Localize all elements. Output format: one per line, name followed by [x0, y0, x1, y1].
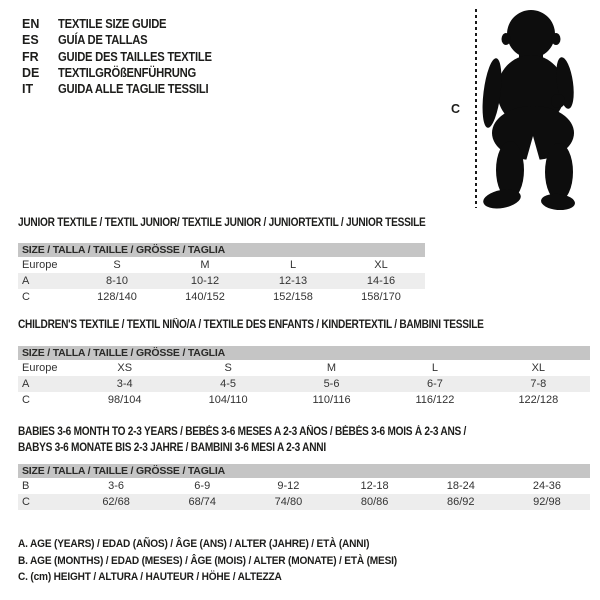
table-cell: 74/80: [274, 496, 303, 508]
babies-size-table: [18, 464, 590, 510]
table-cell: 12-18: [360, 480, 389, 492]
language-row: [22, 49, 229, 65]
size-header-bar: SIZE / TALLA / TAILLE / GRÖSSE / TAGLIA: [18, 346, 590, 360]
table-cell: 152/158: [273, 291, 313, 303]
table-cell: 122/128: [518, 394, 559, 406]
table-cell: S: [113, 259, 121, 271]
babies-section-title: [18, 424, 466, 456]
dimension-label-c: C: [451, 102, 461, 116]
row-label: A: [22, 378, 30, 390]
baby-silhouette: [481, 9, 575, 210]
language-row: [22, 65, 229, 81]
table-cell: 116/122: [415, 394, 455, 406]
language-code: FR: [22, 49, 39, 64]
table-cell: 110/116: [312, 394, 351, 406]
language-code: ES: [22, 33, 39, 48]
table-cell: 158/170: [361, 291, 401, 303]
table-cell: 140/152: [185, 291, 225, 303]
language-row: [22, 32, 229, 48]
guide-title: TEXTILE SIZE GUIDE: [58, 17, 167, 31]
table-cell: 80/86: [360, 496, 389, 508]
row-label: C: [22, 394, 30, 406]
table-cell: 12-13: [278, 275, 308, 287]
footnote-legend: [18, 536, 430, 586]
row-label: Europe: [22, 259, 58, 271]
table-row: [18, 392, 590, 408]
babies-title-line-2: BABYS 3-6 MONATE BIS 2-3 JAHRE / BAMBINI 3-6 MESI A 2-3 ANNI: [18, 442, 326, 454]
language-title-list: [22, 16, 229, 97]
table-cell: M: [326, 362, 337, 374]
table-cell: 18-24: [446, 480, 475, 492]
table-cell: 68/74: [188, 496, 217, 508]
table-cell: 8-10: [105, 275, 129, 287]
footnote-c: C. (cm) HEIGHT / ALTURA / HAUTEUR / HÖHE / ALTEZZA: [18, 571, 282, 583]
children-size-table: [18, 346, 590, 408]
table-cell: XL: [374, 259, 388, 271]
table-cell: M: [200, 259, 210, 271]
table-cell: 62/68: [102, 496, 130, 508]
table-cell: XL: [531, 362, 546, 374]
table-cell: 10-12: [190, 275, 220, 287]
table-row: [18, 289, 425, 305]
table-cell: XS: [117, 362, 133, 374]
table-cell: 3-4: [116, 378, 133, 390]
row-label: B: [22, 480, 30, 492]
table-cell: 14-16: [366, 275, 396, 287]
size-header-bar: SIZE / TALLA / TAILLE / GRÖSSE / TAGLIA: [18, 464, 590, 478]
table-cell: S: [224, 362, 232, 374]
guide-title: GUIDE DES TAILLES TEXTILE: [58, 49, 212, 64]
language-code: DE: [22, 65, 40, 80]
row-label: C: [22, 496, 30, 508]
table-cell: L: [289, 259, 297, 271]
junior-size-table: [18, 243, 425, 305]
table-cell: 9-12: [277, 480, 300, 492]
junior-section-title: JUNIOR TEXTILE / TEXTIL JUNIOR/ TEXTILE JUNIOR / JUNIORTEXTIL / JUNIOR TESSILE: [18, 217, 426, 229]
table-cell: 6-7: [426, 378, 443, 390]
table-cell: L: [431, 362, 438, 374]
table-cell: 128/140: [97, 291, 137, 303]
babies-title-line-1: BABIES 3-6 MONTH TO 2-3 YEARS / BEBÉS 3-6 MESES A 2-3 AÑOS / BÉBÉS 3-6 MOIS À 2-3 ANS /: [18, 426, 467, 438]
row-label: A: [22, 275, 30, 287]
table-cell: 6-9: [194, 480, 211, 492]
language-code: IT: [22, 82, 34, 97]
language-row: [22, 16, 229, 32]
language-row: [22, 81, 229, 97]
table-cell: 92/98: [533, 496, 561, 508]
table-row: [18, 360, 590, 376]
footnote-b: B. AGE (MONTHS) / EDAD (MESES) / ÂGE (MOIS) / ALTER (MONATE) / ETÀ (MESI): [18, 554, 397, 567]
guide-title: GUÍA DE TALLAS: [58, 33, 148, 48]
height-dimension-line: [475, 9, 477, 208]
table-row: [18, 257, 425, 273]
table-cell: 86/92: [447, 496, 475, 508]
table-cell: 24-36: [532, 480, 562, 492]
table-cell: 104/110: [208, 394, 248, 406]
table-cell: 98/104: [107, 394, 142, 406]
children-section-title: CHILDREN'S TEXTILE / TEXTIL NIÑO/A / TEXTILE DES ENFANTS / KINDERTEXTIL / BAMBINI TESSILE: [18, 319, 484, 331]
table-row: [18, 478, 590, 494]
footnote-a: A. AGE (YEARS) / EDAD (AÑOS) / ÂGE (ANS) / ALTER (JAHRE) / ETÀ (ANNI): [18, 538, 370, 550]
table-cell: 7-8: [530, 378, 547, 390]
language-code: EN: [22, 17, 40, 31]
guide-title: GUIDA ALLE TAGLIE TESSILI: [58, 82, 209, 97]
table-cell: 3-6: [108, 480, 125, 492]
row-label: Europe: [22, 362, 58, 374]
table-row: [18, 494, 590, 510]
size-header-bar: SIZE / TALLA / TAILLE / GRÖSSE / TAGLIA: [18, 243, 425, 257]
guide-title: TEXTILGRÖßENFÜHRUNG: [58, 65, 196, 80]
table-row: [18, 273, 425, 289]
table-row: [18, 376, 590, 392]
row-label: C: [22, 291, 30, 303]
table-cell: 5-6: [323, 378, 340, 390]
table-cell: 4-5: [220, 378, 237, 390]
